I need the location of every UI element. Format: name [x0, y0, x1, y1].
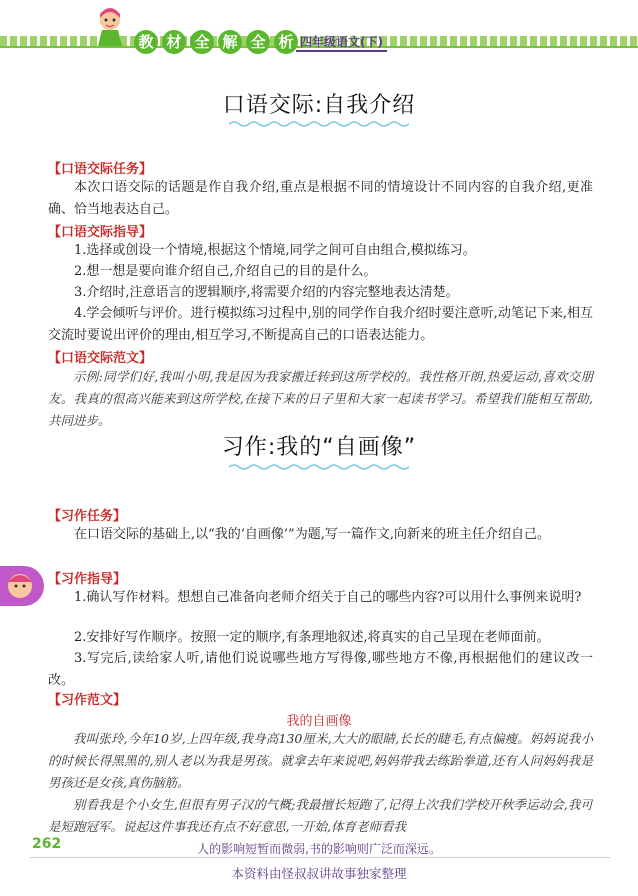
writing-guide-item: 3.写完后,读给家人听,请他们说说哪些地方写得像,哪些地方不像,再根据他们的建议改一改。	[48, 651, 593, 688]
brand-char: 析	[274, 30, 298, 54]
side-tab-mascot	[0, 566, 44, 606]
writing-guide-heading: 【习作指导】	[48, 572, 127, 587]
writing-task-text: 在口语交际的基础上,以“我的‘自画像’”为题,写一篇作文,向新来的班主任介绍自己。	[74, 527, 550, 542]
oral-guide-item: 1.选择或创设一个情境,根据这个情境,同学之间可自由组合,模拟练习。	[74, 243, 476, 258]
brand-char: 解	[218, 30, 242, 54]
essay-paragraph: 我叫张玲,今年10岁,上四年级,我身高130厘米,大大的眼睛,长长的睫毛,有点偏瘦。妈妈说我小的时候长得黑黑的,别人老以为我是男孩。就拿去年来说吧,妈妈带我去练跆拳道,还有人问妈妈我是男孩还是女孩,真伤脑筋。	[48, 731, 593, 790]
footer-credit: 本资料由怪叔叔讲故事独家整理	[231, 866, 407, 881]
page-header	[0, 0, 638, 62]
brand-char: 材	[162, 30, 186, 54]
writing-task-heading: 【习作任务】	[48, 509, 127, 524]
writing-guide-item: 2.安排好写作顺序。按照一定的顺序,有条理地叙述,将真实的自己呈现在老师面前。	[74, 630, 550, 645]
oral-guide-item: 2.想一想是要向谁介绍自己,介绍自己的目的是什么。	[74, 264, 377, 279]
writing-sample-heading: 【习作范文】	[48, 693, 127, 708]
brand-char: 全	[246, 30, 270, 54]
oral-sample-heading: 【口语交际范文】	[48, 351, 153, 366]
oral-guide-item: 4.学会倾听与评价。进行模拟练习过程中,别的同学作自我介绍时要注意听,动笔记下来,相互交流时要说出评价的理由,相互学习,不断提高自己的口语表达能力。	[48, 306, 593, 343]
writing-guide-item: 1.确认写作材料。想想自己准备向老师介绍关于自己的哪些内容?可以用什么事例来说明?	[74, 590, 582, 605]
footer-quote: 人的影响短暂而微弱,书的影响则广泛而深远。	[197, 842, 441, 856]
oral-guide-item: 3.介绍时,注意语言的逻辑顺序,将需要介绍的内容完整地表达清楚。	[74, 285, 459, 300]
mascot-face-icon	[0, 566, 44, 606]
oral-sample-text: 示例:同学们好,我叫小明,我是因为我家搬迁转到这所学校的。我性格开朗,热爱运动,喜欢交朋友。我真的很高兴能来到这所学校,在接下来的日子里和大家一起读书学习。希望我们能相互帮助,共同进步。	[48, 369, 593, 428]
oral-task-text: 本次口语交际的话题是作自我介绍,重点是根据不同的情境设计不同内容的自我介绍,更准确、恰当地表达自己。	[48, 180, 593, 217]
essay-paragraph: 别看我是个小女生,但很有男子汉的气概;我最擅长短跑了,记得上次我们学校开秋季运动会,我可是短跑冠军。说起这件事我还有点不好意思,一开始,体育老师看我	[48, 797, 593, 834]
title-wave-divider	[229, 120, 409, 128]
section-title-writing: 习作:我的“自画像”	[221, 435, 417, 460]
title-wave-divider	[229, 463, 409, 471]
oral-task-heading: 【口语交际任务】	[48, 162, 153, 177]
section-title-oral: 口语交际:自我介绍	[222, 93, 416, 118]
page-number: 262	[32, 836, 62, 852]
footer-divider	[30, 857, 610, 858]
grade-label: 四年级语文(下)	[296, 33, 387, 52]
essay-title: 我的自画像	[286, 714, 352, 729]
mascot-girl-icon	[92, 6, 128, 46]
brand-char: 教	[134, 30, 158, 54]
oral-guide-heading: 【口语交际指导】	[48, 225, 153, 240]
brand-char: 全	[190, 30, 214, 54]
brand-title	[134, 30, 298, 54]
